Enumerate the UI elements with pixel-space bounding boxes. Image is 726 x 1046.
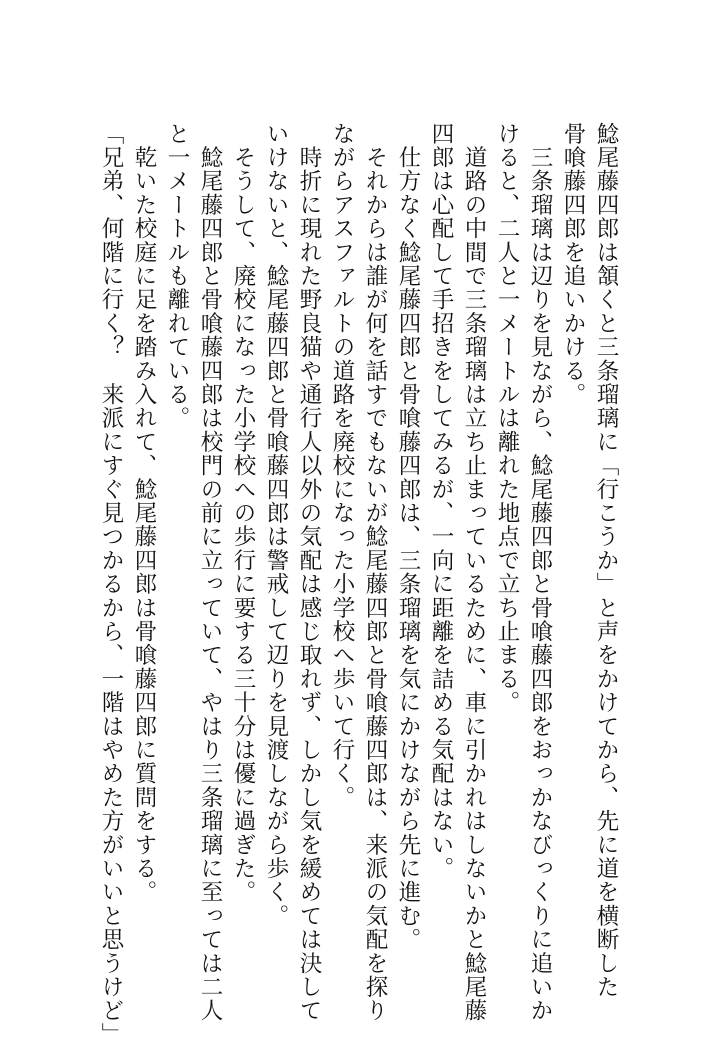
text-line-8: それからは誰が何を話すでもないが鯰尾藤四郎と骨喰藤四郎は、来派の気配を探り [362, 122, 388, 1023]
text-line-3: 三条瑠璃は辺りを見ながら、鯰尾藤四郎と骨喰藤四郎をおっかなびっくりに追いか [527, 122, 553, 1023]
text-line-5: 道路の中間で三条瑠璃は立ち止まっているために、車に引かれはしないかと鯰尾藤 [461, 122, 487, 1023]
text-line-13: 鯰尾藤四郎と骨喰藤四郎は校門の前に立っていて、やはり三条瑠璃に至っては二人 [197, 122, 223, 1023]
text-line-6: 四郎は心配して手招きをしてみるが、一向に距離を詰める気配はない。 [428, 122, 454, 881]
text-line-1: 鯰尾藤四郎は頷くと三条瑠璃に「行こうか」と声をかけてから、先に道を横断した [593, 122, 619, 999]
text-line-15: 乾いた校庭に足を踏み入れて、鯰尾藤四郎は骨喰藤四郎に質問をする。 [131, 122, 157, 905]
text-line-12: そうして、廃校になった小学校への歩行に要する三十分は優に過ぎた。 [230, 122, 256, 905]
text-line-14: と一メートルも離れている。 [164, 122, 190, 431]
text-line-7: 仕方なく鯰尾藤四郎と骨喰藤四郎は、三条瑠璃を気にかけながら先に進む。 [395, 122, 421, 952]
text-line-4: けると、二人と一メートルは離れた地点で立ち止まる。 [494, 122, 520, 715]
text-line-9: ながらアスファルトの道路を廃校になった小学校へ歩いて行く。 [329, 122, 355, 810]
vertical-text-body [94, 122, 622, 1046]
text-line-10: 時折に現れた野良猫や通行人以外の気配は感じ取れず、しかし気を緩めては決して [296, 122, 322, 1023]
text-line-2: 骨喰藤四郎を追いかける。 [560, 122, 586, 407]
text-line-16: 「兄弟、何階に行く？ 来派にすぐ見つかるから、一階はやめた方がいいと思うけど」 [98, 122, 124, 1046]
text-line-11: いけないと、鯰尾藤四郎と骨喰藤四郎は警戒して辺りを見渡しながら歩く。 [263, 122, 289, 928]
